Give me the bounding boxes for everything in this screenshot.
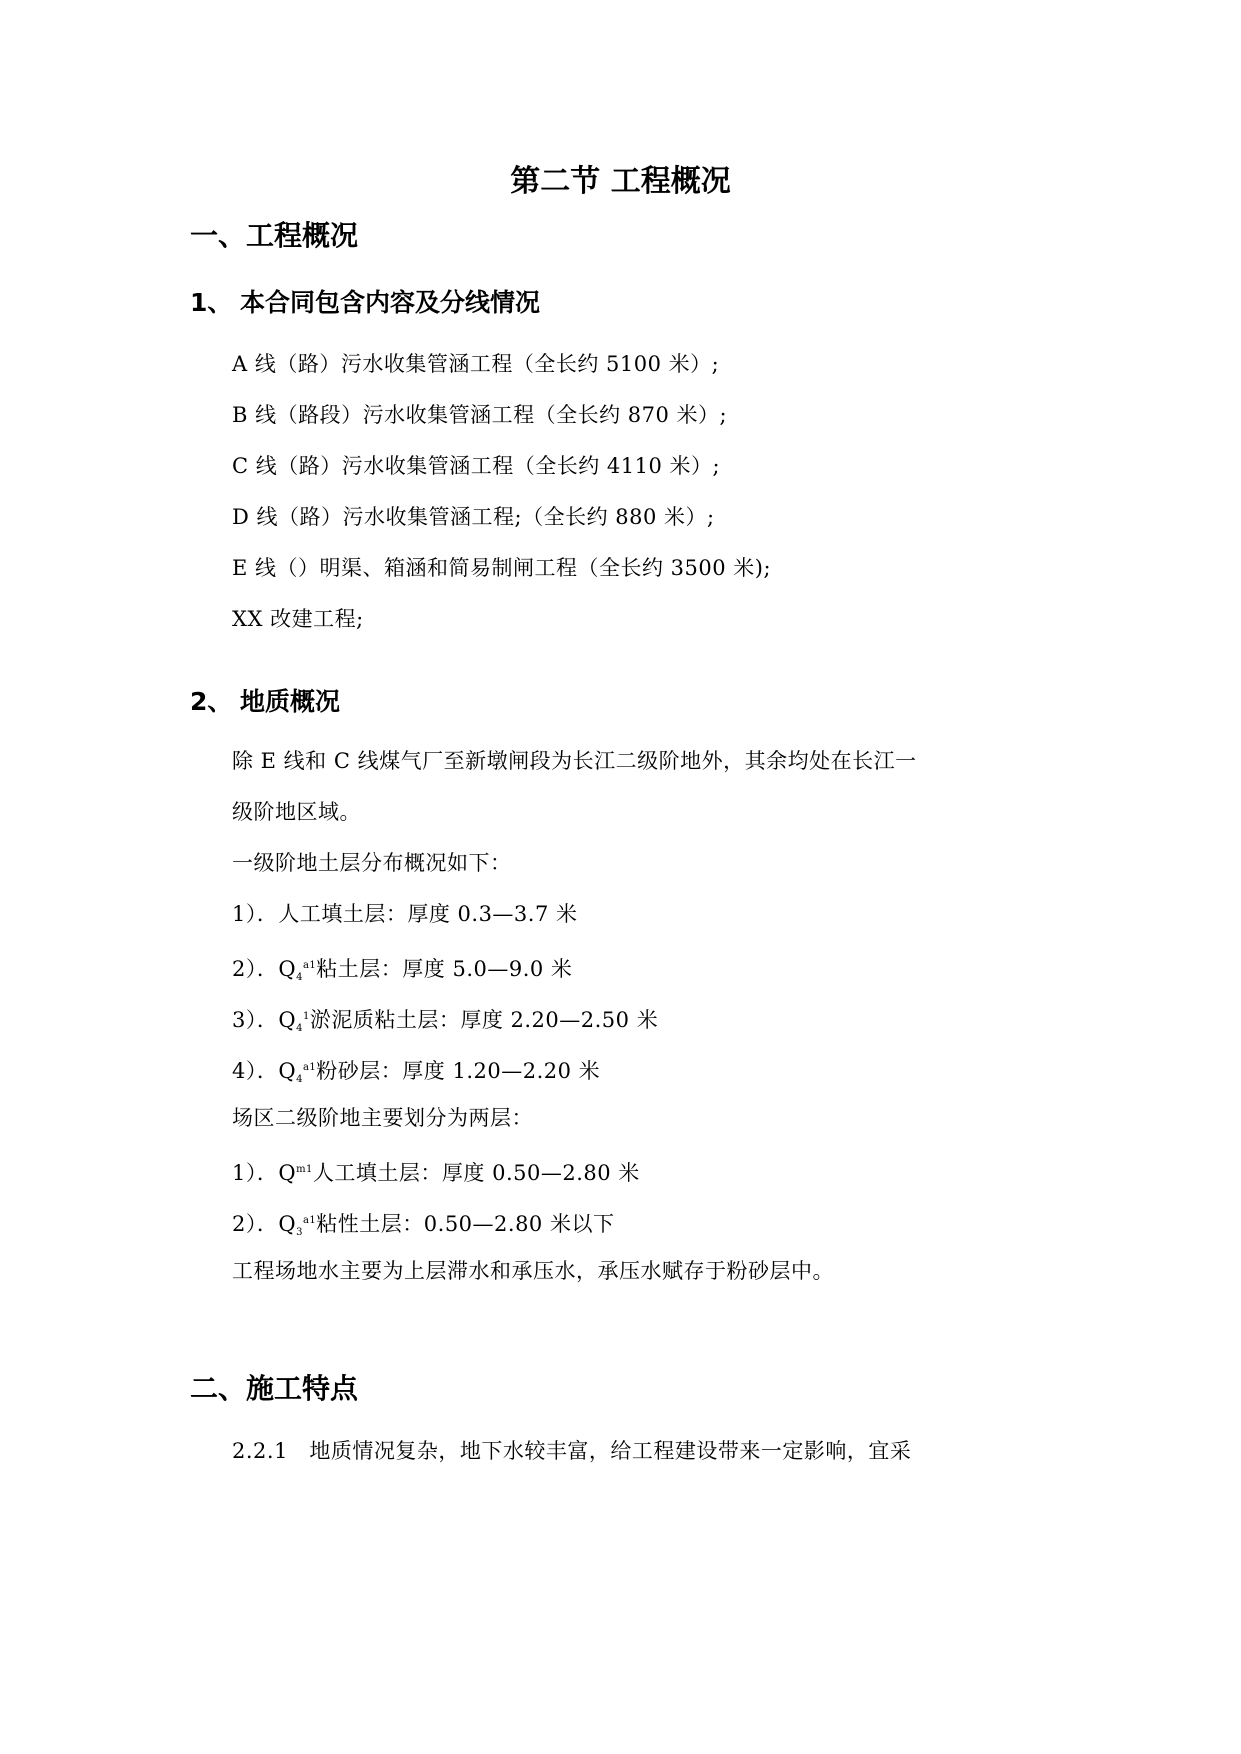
contract-line-a: A 线（路）污水收集管涵工程（全长约 5100 米）; xyxy=(232,352,720,376)
section-number: 二、 xyxy=(190,1372,247,1405)
contract-lines xyxy=(232,339,1022,645)
section-title: 工程概况 xyxy=(246,219,359,252)
section-heading-1 xyxy=(190,217,358,255)
construction-features xyxy=(232,1426,1022,1477)
level1-item: 3）．$Q_4^1$淤泥质粘土层：厚度 2.20—2.50 米 xyxy=(232,1008,659,1034)
contract-line-e: E 线（）明渠、箱涵和简易制闸工程（全长约 3500 米); xyxy=(232,556,772,580)
level1-item: 4）．$Q_4^{a1}$粉砂层：厚度 1.20—2.20 米 xyxy=(232,1059,601,1085)
subsection-title: 地质概况 xyxy=(240,687,341,716)
section-number: 一、 xyxy=(190,219,247,252)
level1-item: 2）．$Q_4^{a1}$粘土层：厚度 5.0—9.0 米 xyxy=(232,957,573,983)
subsection-number: 2、 xyxy=(190,687,233,716)
subsection-heading-2 xyxy=(190,685,340,719)
subsection-heading-1 xyxy=(190,286,540,320)
contract-line-d: D 线（路）污水收集管涵工程;（全长约 880 米）; xyxy=(232,505,715,529)
subsection-number: 1、 xyxy=(190,288,233,317)
contract-line-xx: XX 改建工程; xyxy=(232,607,364,631)
level2-intro: 场区二级阶地主要划分为两层： xyxy=(232,1106,533,1130)
subsection-title: 本合同包含内容及分线情况 xyxy=(240,288,541,317)
page-title: 第二节 工程概况 xyxy=(510,164,731,199)
geology-body xyxy=(232,736,1022,1297)
level1-intro: 一级阶地土层分布概况如下： xyxy=(232,851,512,875)
section-title: 施工特点 xyxy=(246,1372,359,1405)
geology-intro-line: 除 E 线和 C 线煤气厂至新墩闸段为长江二级阶地外，其余均处在长江一 xyxy=(232,749,917,773)
level1-item: 1）．人工填土层：厚度 0.3—3.7 米 xyxy=(232,902,578,926)
contract-line-c: C 线（路）污水收集管涵工程（全长约 4110 米）; xyxy=(232,454,721,478)
level2-item: 1）．$Q^{m1}$人工填土层：厚度 0.50—2.80 米 xyxy=(232,1161,640,1185)
section-heading-2 xyxy=(190,1370,358,1408)
feature-item: 2.2.1 地质情况复杂，地下水较丰富，给工程建设带来一定影响，宜采 xyxy=(232,1439,912,1463)
geology-intro-line: 级阶地区域。 xyxy=(232,800,361,824)
level2-item: 2）．$Q_3^{a1}$粘性土层：0.50—2.80 米以下 xyxy=(232,1212,615,1238)
groundwater-line: 工程场地水主要为上层滞水和承压水，承压水赋存于粉砂层中。 xyxy=(232,1259,834,1283)
contract-line-b: B 线（路段）污水收集管涵工程（全长约 870 米）; xyxy=(232,403,728,427)
